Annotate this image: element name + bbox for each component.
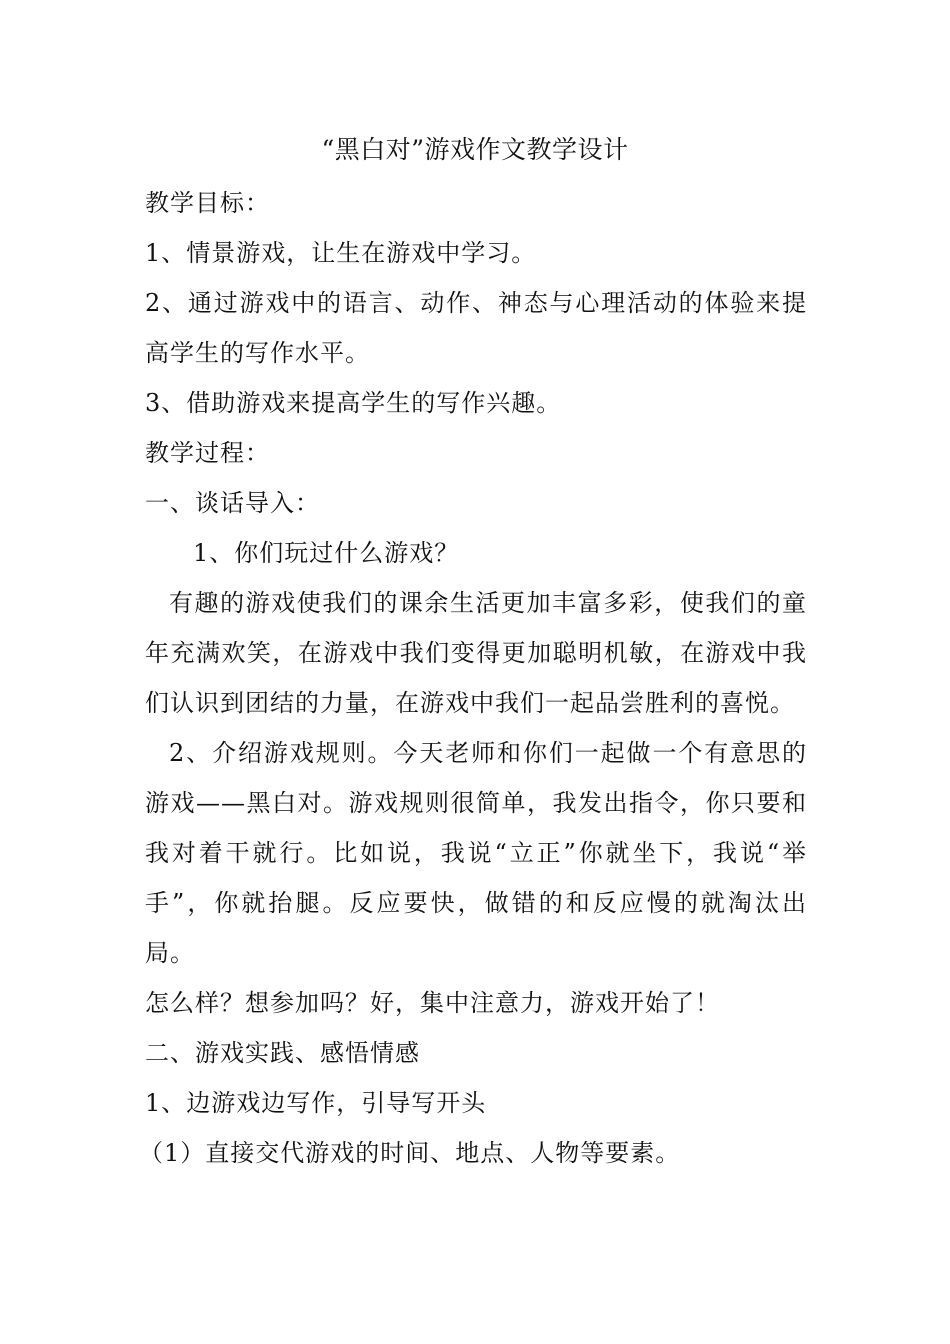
- prompt-line: 怎么样？想参加吗？好，集中注意力，游戏开始了！: [145, 989, 720, 1017]
- section-1-heading: 一、谈话导入：: [145, 489, 320, 517]
- question-1: 1、你们玩过什么游戏？: [193, 539, 460, 567]
- process-heading: 教学过程：: [145, 439, 270, 467]
- document-title: “黑白对”游戏作文教学设计: [321, 135, 629, 164]
- section-2-heading: 二、游戏实践、感悟情感: [145, 1039, 420, 1067]
- goal-item-1: 1、情景游戏，让生在游戏中学习。: [145, 239, 537, 267]
- goal-item-3: 3、借助游戏来提高学生的写作兴趣。: [145, 389, 562, 417]
- step-1-sub-1: （1）直接交代游戏的时间、地点、人物等要素。: [139, 1139, 681, 1167]
- paragraph-1: 有趣的游戏使我们的课余生活更加丰富多彩，使我们的童年充满欢笑，在游戏中我们变得更加聪明机敏，在游戏中我们认识到团结的力量，在游戏中我们一起品尝胜利的喜悦。: [145, 589, 807, 717]
- goal-item-2: 2、通过游戏中的语言、动作、神态与心理活动的体验来提高学生的写作水平。: [145, 289, 807, 367]
- document-body: [139, 178, 807, 1178]
- paragraph-2: 2、介绍游戏规则。今天老师和你们一起做一个有意思的游戏——黑白对。游戏规则很简单，我发出指令，你只要和我对着干就行。比如说，我说“立正”你就坐下，我说“举手”，你就抬腿。反应要快，做错的和反应慢的就淘汰出局。: [145, 739, 807, 967]
- goals-heading: 教学目标：: [145, 189, 270, 217]
- step-1: 1、边游戏边写作，引导写开头: [145, 1089, 487, 1117]
